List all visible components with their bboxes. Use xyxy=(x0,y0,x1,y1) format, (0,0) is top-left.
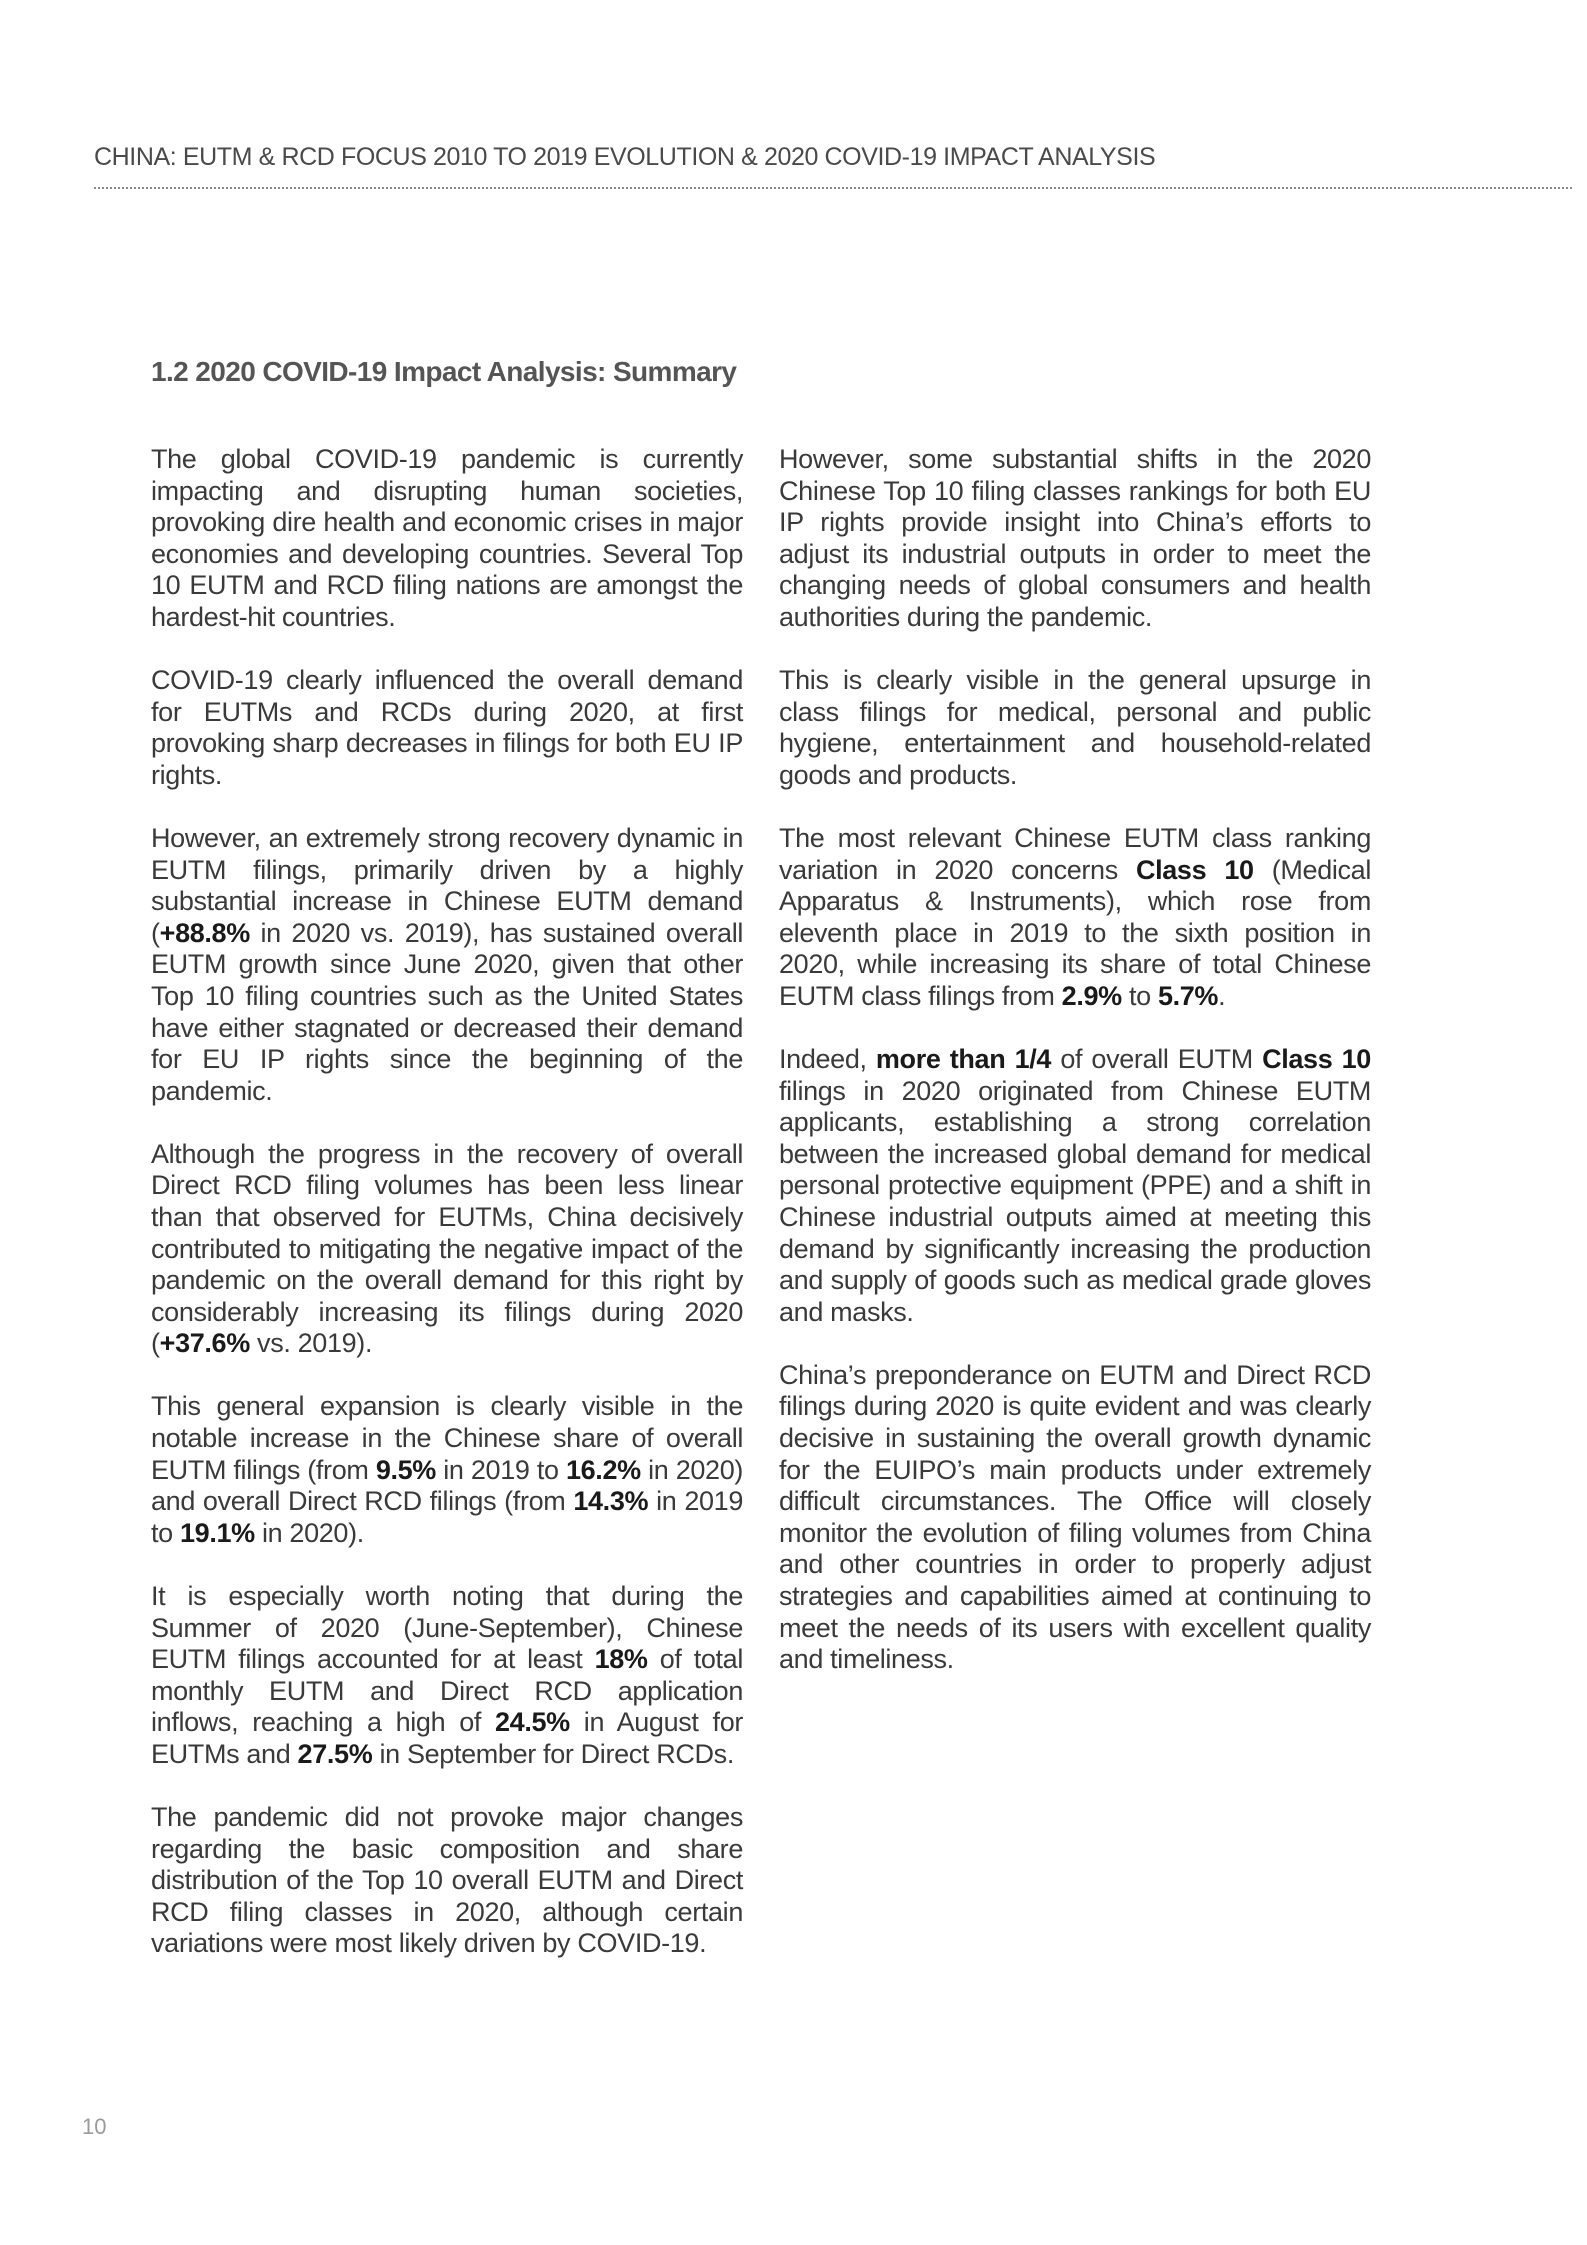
body-paragraph xyxy=(151,444,743,634)
text-run: of overall EUTM xyxy=(1051,1044,1263,1074)
body-paragraph xyxy=(779,444,1371,634)
body-paragraph xyxy=(151,1802,743,1960)
body-paragraph xyxy=(151,665,743,791)
text-run: in 2020) and overall Direct RCD filings (from xyxy=(151,1454,743,1517)
page-number: 10 xyxy=(82,2114,107,2139)
text-run: in 2020). xyxy=(254,1517,364,1548)
text-run: However, some substantial shifts in the 2020 Chinese Top 10 filing classes rankings for both EU IP rights provide insight into China’s efforts to adjust its industrial outputs in order to meet the changing needs of global consumers and health authorities during the pandemic. xyxy=(779,444,1371,632)
body-paragraph xyxy=(779,1044,1371,1328)
text-run: China’s preponderance on EUTM and Direct RCD filings during 2020 is quite evident and was clearly decisive in sustaining the overall growth dynamic for the EUIPO’s main products under extremely difficult circumstances. The Office will closely monitor the evolution of filing volumes from China and other countries in order to properly adjust strategies and capabilities aimed at continuing to meet the needs of its users with excellent quality and timeliness. xyxy=(779,1359,1371,1675)
bold-figure: more than 1/4 xyxy=(875,1044,1052,1074)
text-run: The most relevant Chinese EUTM class ranking variation in 2020 concerns xyxy=(779,822,1371,885)
bold-figure: 24.5% xyxy=(495,1707,570,1738)
body-paragraph xyxy=(151,823,743,1107)
bold-figure: 14.3% xyxy=(573,1486,649,1517)
body-paragraph xyxy=(779,1360,1371,1676)
bold-figure: 27.5% xyxy=(297,1738,373,1769)
text-run: It is especially worth noting that during the Summer of 2020 (June-September), Chinese EUTM filings accounted for at least xyxy=(151,1580,743,1675)
text-run: However, an extremely strong recovery dynamic in EUTM filings, primarily driven by a highly substantial increase in Chinese EUTM demand ( xyxy=(151,822,743,948)
bold-figure: 5.7% xyxy=(1157,980,1219,1011)
bold-figure: +37.6% xyxy=(159,1328,250,1359)
body-paragraph xyxy=(779,823,1371,1013)
section-title: 1.2 2020 COVID-19 Impact Analysis: Summary xyxy=(151,356,737,387)
header-divider xyxy=(94,187,1572,189)
bold-figure: 19.1% xyxy=(179,1517,255,1548)
bold-figure: 18% xyxy=(594,1644,648,1675)
bold-figure: +88.8% xyxy=(159,917,250,948)
body-paragraph xyxy=(151,1391,743,1549)
bold-figure: 2.9% xyxy=(1061,980,1122,1011)
running-header: CHINA: EUTM & RCD FOCUS 2010 TO 2019 EVOLUTION & 2020 COVID-19 IMPACT ANALYSIS xyxy=(94,143,1156,171)
text-run: in 2020 vs. 2019), has sustained overall EUTM growth since June 2020, given that other Top 10 filing countries such as the United States have either stagnated or decreased their demand for EU IP rights since the beginning of the pandemic. xyxy=(151,917,743,1106)
bold-figure: 16.2% xyxy=(565,1454,641,1485)
text-run: This general expansion is clearly visible in the notable increase in the Chinese share of overall EUTM filings (from xyxy=(151,1391,743,1485)
text-run: of total monthly EUTM and Direct RCD application inflows, reaching a high of xyxy=(151,1644,743,1738)
right-column xyxy=(779,444,1371,1707)
body-paragraph xyxy=(779,665,1371,791)
text-run: The pandemic did not provoke major changes regarding the basic composition and share distribution of the Top 10 overall EUTM and Direct RCD filing classes in 2020, although certain variations were most likely driven by COVID-19. xyxy=(151,1801,743,1959)
bold-figure: 9.5% xyxy=(375,1454,436,1485)
text-run: in September for Direct RCDs. xyxy=(372,1738,734,1769)
body-paragraph xyxy=(151,1139,743,1360)
text-run: in August for EUTMs and xyxy=(151,1707,743,1769)
text-run: vs. 2019). xyxy=(249,1328,373,1359)
text-run: COVID-19 clearly influenced the overall demand for EUTMs and RCDs during 2020, at first provoking sharp decreases in filings for both EU IP rights. xyxy=(151,665,743,790)
text-run: filings in 2020 originated from Chinese EUTM applicants, establishing a strong correlation between the increased global demand for medical personal protective equipment (PPE) and a shift in Chinese industrial outputs aimed at meeting this demand by significantly increasing the production and supply of goods such as medical grade gloves and masks. xyxy=(779,1075,1371,1327)
bold-figure: Class 10 xyxy=(1135,854,1254,885)
text-run: The global COVID-19 pandemic is currently impacting and disrupting human societies, provoking dire health and economic crises in major economies and developing countries. Several Top 10 EUTM and RCD filing nations are amongst the hardest-hit countries. xyxy=(151,444,743,632)
text-run: in 2019 to xyxy=(435,1454,566,1485)
text-run: Indeed, xyxy=(779,1044,876,1074)
text-run: Although the progress in the recovery of overall Direct RCD filing volumes has been less linear than that observed for EUTMs, China decisively contributed to mitigating the negative impact of the pandemic on the overall demand for this right by considerably increasing its filings during 2020 ( xyxy=(151,1138,743,1359)
text-run: in 2019 to xyxy=(151,1486,743,1548)
text-run: This is clearly visible in the general upsurge in class filings for medical, personal and public hygiene, entertainment and household-related goods and products. xyxy=(779,665,1371,790)
text-run: (Medical Apparatus & Instruments), which rose from eleventh place in 2019 to the sixth position in 2020, while increasing its share of total Chinese EUTM class filings from xyxy=(779,854,1371,1011)
body-paragraph xyxy=(151,1581,743,1771)
left-column xyxy=(151,444,743,1991)
bold-figure: Class 10 xyxy=(1262,1044,1371,1074)
text-run: to xyxy=(1121,980,1158,1011)
text-run: . xyxy=(1218,980,1226,1011)
